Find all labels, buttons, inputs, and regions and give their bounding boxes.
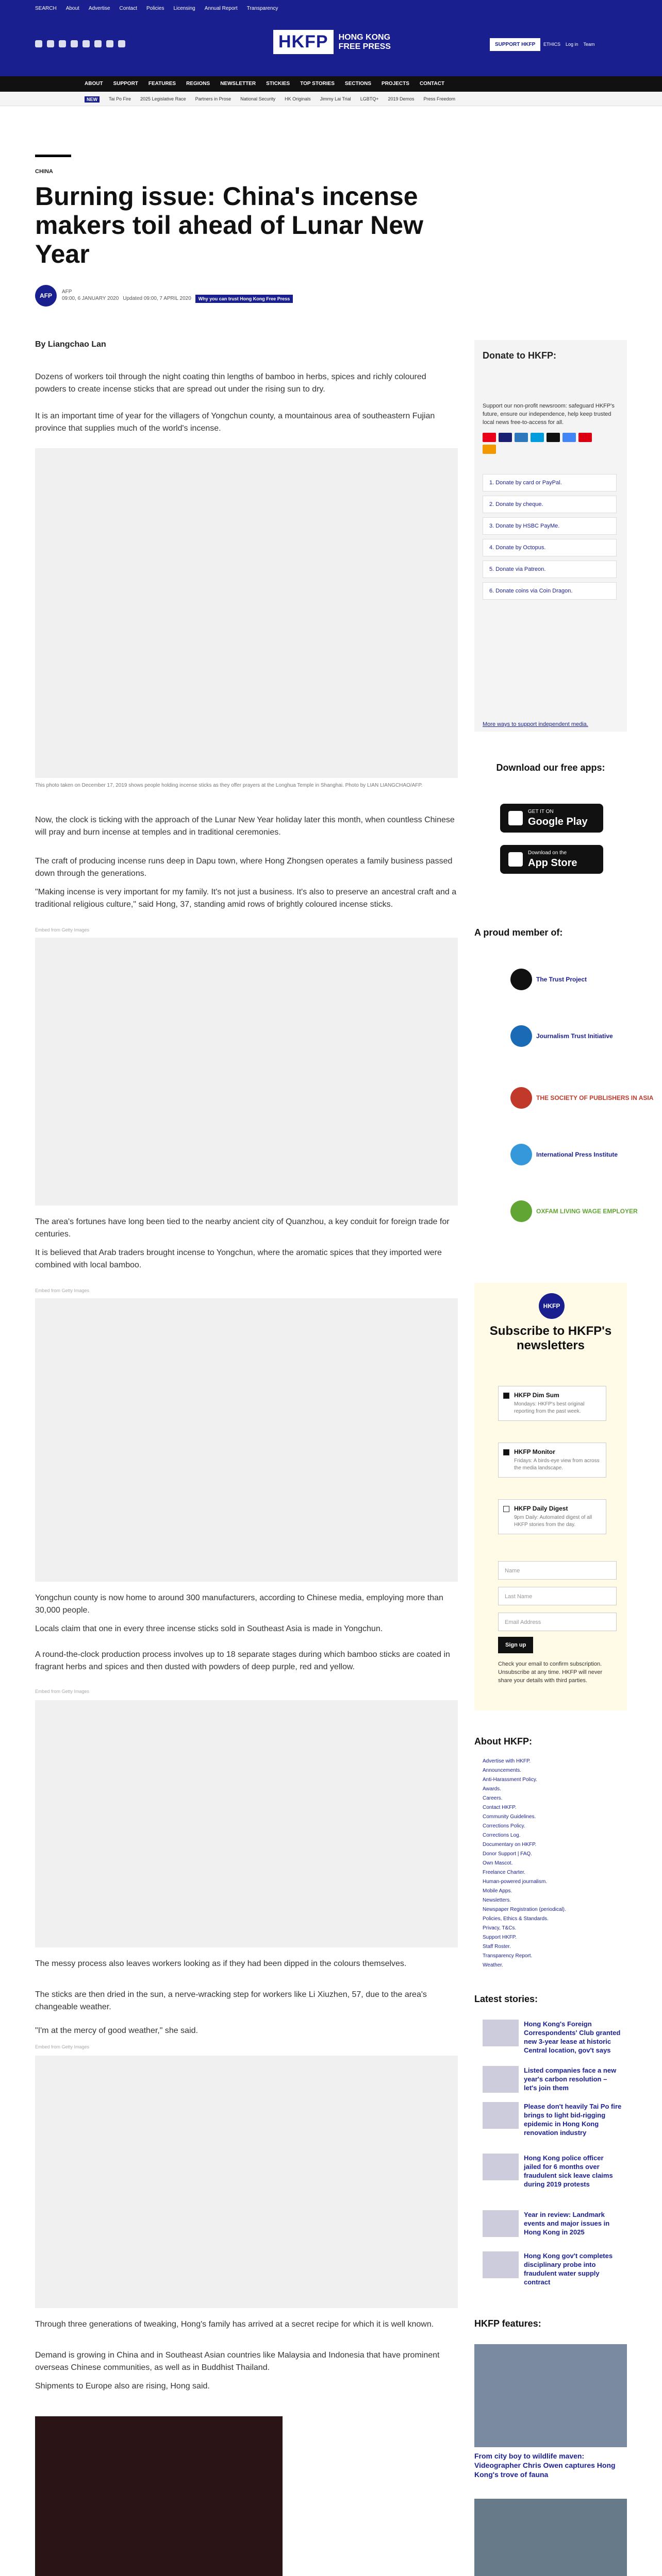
- member-name: OXFAM LIVING WAGE EMPLOYER: [536, 1208, 638, 1215]
- member-logo[interactable]: [510, 1087, 653, 1109]
- store-small-text: GET IT ON: [528, 809, 554, 815]
- about-link[interactable]: Careers.: [483, 1795, 503, 1801]
- nav-item[interactable]: NEWSLETTER: [220, 81, 256, 87]
- member-logo[interactable]: [510, 1025, 613, 1047]
- embed-credit[interactable]: Embed from Getty Images: [35, 927, 90, 933]
- applepay-icon: [547, 433, 560, 442]
- signup-button[interactable]: Sign up: [498, 1637, 533, 1653]
- about-link[interactable]: Transparency Report.: [483, 1953, 533, 1959]
- member-name: Journalism Trust Initiative: [536, 1032, 613, 1040]
- about-link[interactable]: Privacy, T&Cs.: [483, 1925, 517, 1931]
- topic-link[interactable]: National Security: [240, 96, 276, 101]
- getty-embed: [35, 938, 458, 1206]
- article-photo: [35, 448, 458, 778]
- latest-story[interactable]: [483, 2210, 622, 2237]
- store-name: Google Play: [528, 816, 588, 827]
- about-link[interactable]: Community Guidelines.: [483, 1814, 536, 1820]
- google-play-icon: [508, 811, 523, 825]
- donate-option[interactable]: 6. Donate coins via Coin Dragon.: [483, 582, 617, 600]
- checkbox-checked[interactable]: [503, 1449, 509, 1455]
- paypal-icon: [531, 433, 544, 442]
- about-link[interactable]: Contact HKFP.: [483, 1805, 517, 1810]
- paragraph: Now, the clock is ticking with the approach of the Lunar New Year holiday later this month, when countless Chinese will pray and burn incense at temples and in traditional ceremonies.: [35, 816, 455, 837]
- feature-image: [474, 2344, 627, 2447]
- about-link[interactable]: Awards.: [483, 1786, 501, 1792]
- topic-link[interactable]: HK Originals: [285, 96, 311, 101]
- site-logo[interactable]: [273, 30, 395, 54]
- trust-link[interactable]: Why you can trust Hong Kong Free Press: [195, 295, 293, 303]
- newsletter-name: HKFP Daily Digest: [514, 1505, 568, 1512]
- topbar-link[interactable]: Contact: [119, 6, 137, 11]
- store-name: App Store: [528, 857, 577, 869]
- about-link[interactable]: Support HKFP.: [483, 1935, 517, 1940]
- paragraph: "Making incense is very important for my family. It's not just a business. It's also to preserve an ancestral craft and a traditional religious culture," said Hong, 37, standing amid rows of brightly coloured incense sticks.: [35, 888, 457, 909]
- member-title: A proud member of:: [474, 927, 563, 938]
- photo-caption: This photo taken on December 17, 2019 shows people holding incense sticks as they offer prayers at the Longhua Temple in Shanghai. Photo by LIAN LIANGCHAO/AFP.: [35, 783, 423, 788]
- paragraph: The craft of producing incense runs deep in Dapu town, where Hong Zhongsen operates a family business passed down through the generations.: [35, 857, 453, 878]
- last-name-input[interactable]: Last Name: [498, 1587, 617, 1605]
- newsletter-option[interactable]: [498, 1499, 606, 1534]
- google-play-button[interactable]: [500, 804, 603, 833]
- header-link-login[interactable]: Log in: [566, 42, 578, 47]
- linkedin-icon[interactable]: [82, 40, 90, 47]
- story-title[interactable]: Hong Kong police officer jailed for 6 months over fraudulent sick leave claims during 2019 protests: [524, 2154, 613, 2188]
- nav-item[interactable]: CONTACT: [419, 81, 445, 87]
- story-thumbnail: [483, 2020, 519, 2046]
- donate-option[interactable]: 1. Donate by card or PayPal.: [483, 474, 617, 492]
- getty-embed: [35, 1298, 458, 1582]
- rss-icon[interactable]: [118, 40, 125, 47]
- features-title: HKFP features:: [474, 2318, 541, 2329]
- newsletter-option[interactable]: [498, 1443, 606, 1478]
- visa-icon: [499, 433, 512, 442]
- feature-card[interactable]: [474, 2499, 627, 2576]
- latest-title: Latest stories:: [474, 1994, 538, 2004]
- topic-link[interactable]: Press Freedom: [423, 96, 456, 101]
- article-title: Burning issue: China's incense makers toil ahead of Lunar New Year: [35, 182, 423, 268]
- about-link[interactable]: Newspaper Registration (periodical).: [483, 1907, 566, 1912]
- donate-option[interactable]: 3. Donate by HSBC PayMe.: [483, 517, 617, 535]
- nav-item[interactable]: REGIONS: [186, 81, 210, 87]
- topic-link[interactable]: 2025 Legislative Race: [140, 96, 186, 101]
- donate-option[interactable]: 2. Donate by cheque.: [483, 496, 617, 513]
- header-link-ethics[interactable]: ETHICS: [543, 42, 561, 47]
- jti-icon: [510, 1025, 532, 1047]
- topbar-link[interactable]: Advertise: [88, 6, 110, 11]
- nav-item[interactable]: SUPPORT: [113, 81, 138, 87]
- paragraph: Through three generations of tweaking, Hong's family has arrived at a secret recipe for which it is well known.: [35, 2320, 434, 2329]
- about-link[interactable]: Mobile Apps.: [483, 1888, 512, 1894]
- paragraph: A round-the-clock production process involves up to 18 separate stages during which bamboo sticks are coated in fragrant herbs and spices and then dusted with powders of deep purple, red and yellow.: [35, 1650, 450, 1671]
- app-store-button[interactable]: [500, 845, 603, 874]
- author-line: By Liangchao Lan: [35, 340, 106, 349]
- member-name: The Trust Project: [536, 976, 587, 983]
- paragraph: Demand is growing in China and in Southeast Asian countries like Malaysia and Indonesia that have prominent overseas Chinese communities, as well as in Buddhist Thailand.: [35, 2351, 440, 2372]
- about-link[interactable]: Weather.: [483, 1962, 503, 1968]
- feature-title[interactable]: From city boy to wildlife maven: Videographer Chris Owen captures Hong Kong's trove of fauna: [474, 2452, 616, 2479]
- newsletter-desc: 9pm Daily: Automated digest of all HKFP stories from the day.: [514, 1515, 592, 1528]
- youtube-icon[interactable]: [94, 40, 102, 47]
- nav-item[interactable]: FEATURES: [148, 81, 176, 87]
- payment-cards: [483, 433, 606, 454]
- latest-story[interactable]: [483, 2102, 622, 2137]
- member-logo[interactable]: [510, 969, 587, 990]
- newsletter-title: Subscribe to HKFP's newsletters: [489, 1324, 612, 1352]
- publish-date: 09:00, 6 JANUARY 2020: [62, 296, 119, 301]
- member-name: International Press Institute: [536, 1151, 618, 1158]
- about-link[interactable]: Newsletters.: [483, 1897, 511, 1903]
- top-utility-bar: [0, 0, 662, 19]
- story-title[interactable]: Please don't heavily Tai Po fire brings to light bid-rigging epidemic in Hong Kong renovation industry: [524, 2103, 622, 2137]
- newsletter-name: HKFP Monitor: [514, 1448, 555, 1455]
- story-thumbnail: [483, 2154, 519, 2180]
- signup-note: Check your email to confirm subscription. Unsubscribe at any time. HKFP will never share your details with third parties.: [498, 1661, 603, 1684]
- x-icon[interactable]: [47, 40, 54, 47]
- googlepay-icon: [562, 433, 576, 442]
- newsletter-logo: HKFP: [539, 1293, 565, 1319]
- nav-item[interactable]: TOP STORIES: [300, 81, 335, 87]
- divider: [35, 155, 71, 157]
- paragraph: Locals claim that one in every three incense sticks sold in Southeast Asia is made in Yongchun.: [35, 1624, 383, 1633]
- topbar-link[interactable]: SEARCH: [35, 6, 57, 11]
- store-small-text: Download on the: [528, 850, 567, 856]
- feature-image: [474, 2499, 627, 2576]
- paragraph: The messy process also leaves workers looking as if they had been dipped in the colours themselves.: [35, 1959, 407, 1968]
- updated-date: Updated 09:00, 7 APRIL 2020: [123, 296, 191, 301]
- nav-item[interactable]: PROJECTS: [382, 81, 409, 87]
- byline: [35, 285, 293, 307]
- paragraph: It is an important time of year for the villagers of Yongchun county, a mountainous area of southeastern Fujian province that supplies much of the world's incense.: [35, 412, 435, 433]
- about-link[interactable]: Announcements.: [483, 1768, 522, 1773]
- author-avatar: AFP: [35, 285, 57, 307]
- mastercard-icon: [483, 433, 496, 442]
- nav-item[interactable]: ABOUT: [85, 81, 103, 87]
- about-link[interactable]: Documentary on HKFP.: [483, 1842, 537, 1848]
- embed-credit[interactable]: Embed from Getty Images: [35, 1288, 90, 1293]
- paragraph: The sticks are then dried in the sun, a nerve-wracking step for workers like Li Xiuzhen, 57, due to the area's changeable weather.: [35, 1990, 427, 2011]
- about-link[interactable]: Freelance Charter.: [483, 1870, 525, 1875]
- social-icons: [35, 40, 125, 47]
- latest-story[interactable]: [483, 2251, 622, 2286]
- about-link[interactable]: Own Mascot.: [483, 1860, 513, 1866]
- topic-link[interactable]: LGBTQ+: [360, 96, 379, 101]
- donate-title: Donate to HKFP:: [483, 350, 556, 361]
- checkbox[interactable]: [503, 1506, 509, 1512]
- about-link[interactable]: Staff Roster.: [483, 1944, 511, 1950]
- more-ways-link[interactable]: More ways to support independent media.: [483, 721, 588, 727]
- newsletter-option[interactable]: [498, 1386, 606, 1421]
- topic-subnav: [0, 92, 662, 106]
- instagram-icon[interactable]: [59, 40, 66, 47]
- getty-embed: [35, 1700, 458, 1947]
- byline-org[interactable]: AFP: [62, 289, 72, 295]
- mail-icon[interactable]: [106, 40, 113, 47]
- topbar-link[interactable]: Annual Report: [204, 6, 238, 11]
- embed-credit[interactable]: Embed from Getty Images: [35, 2044, 90, 2049]
- topic-link[interactable]: Jimmy Lai Trial: [320, 96, 351, 101]
- about-link[interactable]: Human-powered journalism.: [483, 1879, 548, 1885]
- donate-option[interactable]: 5. Donate via Patreon.: [483, 561, 617, 578]
- story-thumbnail: [483, 2210, 519, 2237]
- octopus-icon: [483, 445, 496, 454]
- video-embed[interactable]: [35, 2416, 283, 2576]
- embed-credit[interactable]: Embed from Getty Images: [35, 1689, 90, 1694]
- about-link[interactable]: Policies, Ethics & Standards.: [483, 1916, 549, 1922]
- topbar-link[interactable]: Transparency: [246, 6, 278, 11]
- support-hkfp-button[interactable]: SUPPORT HKFP: [490, 38, 540, 51]
- about-link[interactable]: Advertise with HKFP.: [483, 1758, 531, 1764]
- newsletter-desc: Mondays: HKFP's best original reporting from the past week.: [514, 1401, 585, 1414]
- topbar-link[interactable]: About: [65, 6, 79, 11]
- story-title[interactable]: Year in review: Landmark events and major issues in Hong Kong in 2025: [524, 2211, 610, 2236]
- about-list: [483, 1757, 622, 1970]
- latest-story[interactable]: [483, 2154, 622, 2189]
- donate-text[interactable]: Support our non-profit newsroom: safeguard HKFP's future, ensure our independence, help keep trusted local news free-to-access for all.: [483, 403, 615, 426]
- feature-card[interactable]: [474, 2344, 627, 2479]
- about-link[interactable]: Corrections Log.: [483, 1833, 521, 1838]
- paragraph: It is believed that Arab traders brought incense to Yongchun, where the aromatic spices that they imported were combined with local bamboo.: [35, 1248, 442, 1269]
- amex-icon: [515, 433, 528, 442]
- topic-link[interactable]: 2019 Demos: [388, 96, 415, 101]
- logo-mark: HKFP: [273, 30, 334, 54]
- about-link[interactable]: Donor Support | FAQ.: [483, 1851, 532, 1857]
- paragraph: Shipments to Europe also are rising, Hong said.: [35, 2382, 210, 2391]
- story-title[interactable]: Hong Kong's Foreign Correspondents' Club granted new 3-year lease at historic Central location, gov't says: [524, 2020, 621, 2054]
- about-link[interactable]: Anti-Harassment Policy.: [483, 1777, 537, 1783]
- oxfam-icon: [510, 1200, 532, 1222]
- threads-icon[interactable]: [71, 40, 78, 47]
- topic-link[interactable]: Partners in Prose: [195, 96, 231, 101]
- latest-story[interactable]: [483, 2066, 622, 2093]
- main-nav: [0, 76, 662, 92]
- topic-link[interactable]: Tai Po Fire: [109, 96, 131, 101]
- site-header: [0, 19, 662, 76]
- about-title: About HKFP:: [474, 1736, 532, 1747]
- story-thumbnail: [483, 2066, 519, 2093]
- story-thumbnail: [483, 2251, 519, 2278]
- logo-text: HONG KONG FREE PRESS: [338, 32, 391, 51]
- email-input[interactable]: Email Address: [498, 1613, 617, 1631]
- topbar-link[interactable]: Policies: [146, 6, 164, 11]
- apple-icon: [508, 852, 523, 867]
- checkbox-checked[interactable]: [503, 1393, 509, 1399]
- payme-icon: [578, 433, 592, 442]
- new-badge: NEW: [85, 96, 100, 103]
- donate-option[interactable]: 4. Donate by Octopus.: [483, 539, 617, 556]
- donate-panel: [474, 340, 627, 732]
- paragraph: Yongchun county is now home to around 300 manufacturers, according to Chinese media, employing more than 30,000 people.: [35, 1594, 443, 1615]
- paragraph: Dozens of workers toil through the night coating thin lengths of bamboo in herbs, spices and richly coloured powders to create incense sticks that are spread out under the rising sun to dry.: [35, 372, 426, 394]
- story-thumbnail: [483, 2102, 519, 2129]
- member-logo[interactable]: [510, 1200, 638, 1222]
- facebook-icon[interactable]: [35, 40, 42, 47]
- nav-item[interactable]: SECTIONS: [344, 81, 372, 87]
- nav-item[interactable]: STICKIES: [266, 81, 290, 87]
- story-title[interactable]: Listed companies face a new year's carbon resolution – let's join them: [524, 2066, 617, 2092]
- topbar-link[interactable]: Licensing: [173, 6, 195, 11]
- name-input[interactable]: Name: [498, 1561, 617, 1580]
- trust-project-icon: [510, 969, 532, 990]
- paragraph: The area's fortunes have long been tied to the nearby ancient city of Quanzhou, a key conduit for foreign trade for centuries.: [35, 1217, 450, 1239]
- header-link-team[interactable]: Team: [583, 42, 595, 47]
- getty-embed: [35, 2056, 458, 2308]
- sopa-icon: [510, 1087, 532, 1109]
- article-header: [35, 155, 458, 281]
- ipi-icon: [510, 1144, 532, 1165]
- about-link[interactable]: Corrections Policy.: [483, 1823, 525, 1829]
- newsletter-desc: Fridays: A birds-eye view from across the media landscape.: [514, 1458, 600, 1471]
- newsletter-name: HKFP Dim Sum: [514, 1392, 559, 1399]
- apps-title: Download our free apps:: [496, 762, 605, 773]
- paragraph: "I'm at the mercy of good weather," she said.: [35, 2026, 198, 2035]
- member-name: THE SOCIETY OF PUBLISHERS IN ASIA: [536, 1094, 654, 1101]
- article-category[interactable]: CHINA: [35, 168, 53, 175]
- story-title[interactable]: Hong Kong gov't completes disciplinary probe into fraudulent water supply contract: [524, 2252, 613, 2286]
- member-logo[interactable]: [510, 1144, 618, 1165]
- latest-story[interactable]: [483, 2020, 622, 2055]
